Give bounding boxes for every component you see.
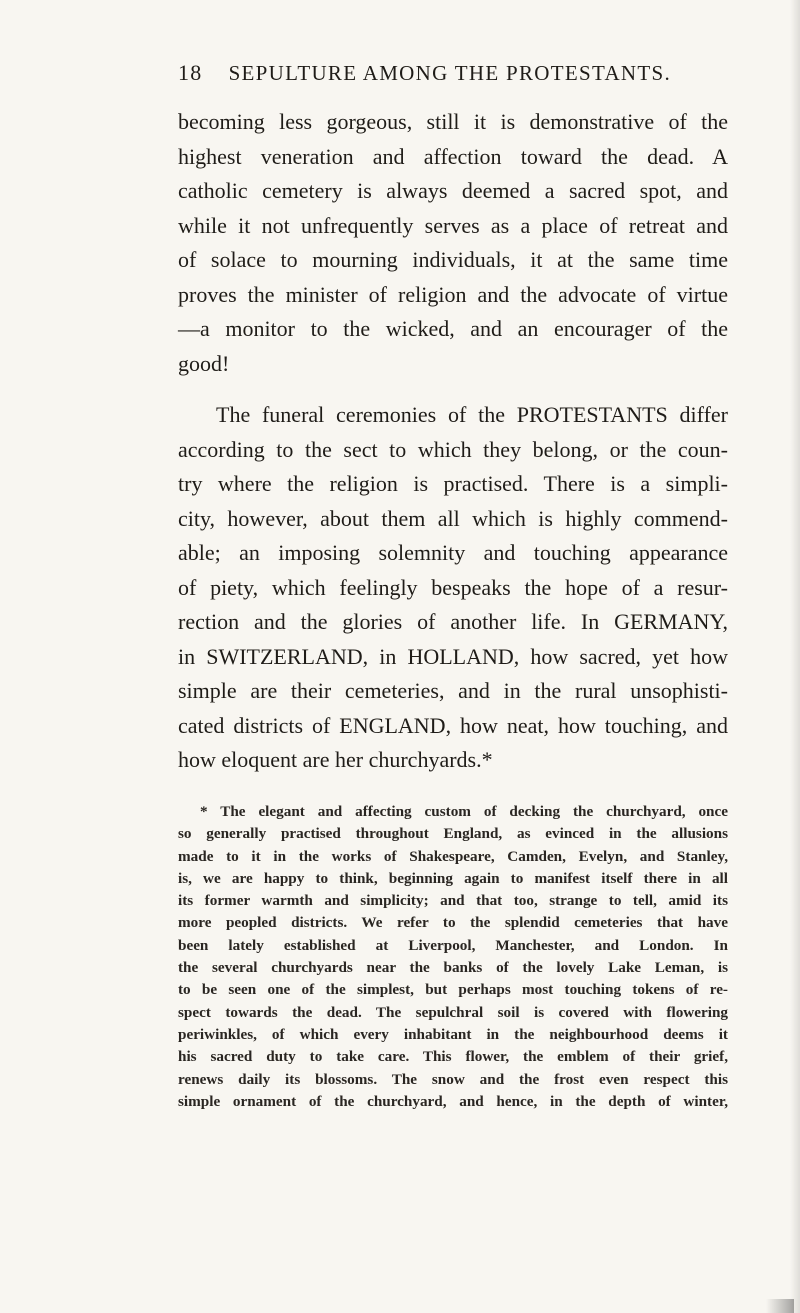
paragraph-gap: [178, 381, 728, 398]
footnote-line: spect towards the dead. The sepulchral soil is covered with flowering: [178, 1003, 728, 1021]
running-header: [178, 60, 698, 86]
text-line: able; an imposing solemnity and touching appearance: [178, 540, 728, 565]
footnote-line: been lately established at Liverpool, Manchester, and London. In: [178, 936, 728, 954]
paragraph-1: [178, 105, 728, 381]
text-line: while it not unfrequently serves as a place of retreat and: [178, 212, 728, 238]
running-title: SEPULTURE AMONG THE PROTESTANTS.: [228, 61, 672, 85]
text-line: good!: [178, 350, 230, 376]
text-line: of piety, which feelingly bespeaks the hope of a resur-: [178, 574, 728, 600]
footnote-line: simple ornament of the churchyard, and hence, in the depth of winter,: [178, 1092, 728, 1110]
text-line: try where the religion is practised. There is a simpli-: [178, 471, 728, 496]
text-line: in SWITZERLAND, in HOLLAND, how sacred, yet how: [178, 643, 728, 669]
text-line: proves the minister of religion and the advocate of virtue: [178, 281, 728, 307]
footnote: [178, 801, 728, 1113]
footnote-line: renews daily its blossoms. The snow and the frost even respect this: [178, 1070, 728, 1088]
paragraph-2: [178, 398, 728, 778]
footnote-line: to be seen one of the simplest, but perhaps most touching tokens of re-: [178, 981, 728, 999]
text-line: simple are their cemeteries, and in the rural unsophisti-: [178, 678, 728, 703]
footnote-line: his sacred duty to take care. This flower, the emblem of their grief,: [178, 1048, 728, 1066]
text-line: highest veneration and affection toward the dead. A: [178, 143, 728, 169]
footnote-line: periwinkles, of which every inhabitant in the neighbourhood deems it: [178, 1025, 728, 1043]
text-line: of solace to mourning individuals, it at the same time: [178, 247, 728, 272]
footnote-line: is, we are happy to think, beginning again to manifest itself there in all: [178, 869, 728, 887]
footnote-line: its former warmth and simplicity; and that too, strange to tell, amid its: [178, 892, 728, 910]
text-line: city, however, about them all which is highly commend-: [178, 505, 728, 531]
page-edge-shadow: [790, 0, 800, 1313]
text-line: —a monitor to the wicked, and an encourager of the: [178, 316, 728, 341]
footnote-line: the several churchyards near the banks of the lovely Lake Leman, is: [178, 959, 728, 977]
text-line: cated districts of ENGLAND, how neat, how touching, and: [178, 712, 728, 738]
text-line: The funeral ceremonies of the PROTESTANTS differ: [216, 402, 728, 427]
page-number: 18: [178, 60, 203, 85]
footnote-line: made to it in the works of Shakespeare, Camden, Evelyn, and Stanley,: [178, 847, 728, 865]
footnote-line: more peopled districts. We refer to the splendid cemeteries that have: [178, 914, 728, 932]
footnote-line: * The elegant and affecting custom of decking the churchyard, once: [200, 803, 728, 820]
footnote-line: so generally practised throughout England, as evinced in the allusions: [178, 825, 728, 843]
main-text: [178, 105, 728, 778]
text-line: catholic cemetery is always deemed a sacred spot, and: [178, 178, 728, 203]
text-line: rection and the glories of another life. In GERMANY,: [178, 609, 728, 634]
text-line: how eloquent are her churchyards.*: [178, 747, 493, 772]
text-line: according to the sect to which they belong, or the coun-: [178, 436, 728, 462]
page-corner-mark: [766, 1299, 794, 1313]
text-line: becoming less gorgeous, still it is demonstrative of the: [178, 109, 728, 134]
